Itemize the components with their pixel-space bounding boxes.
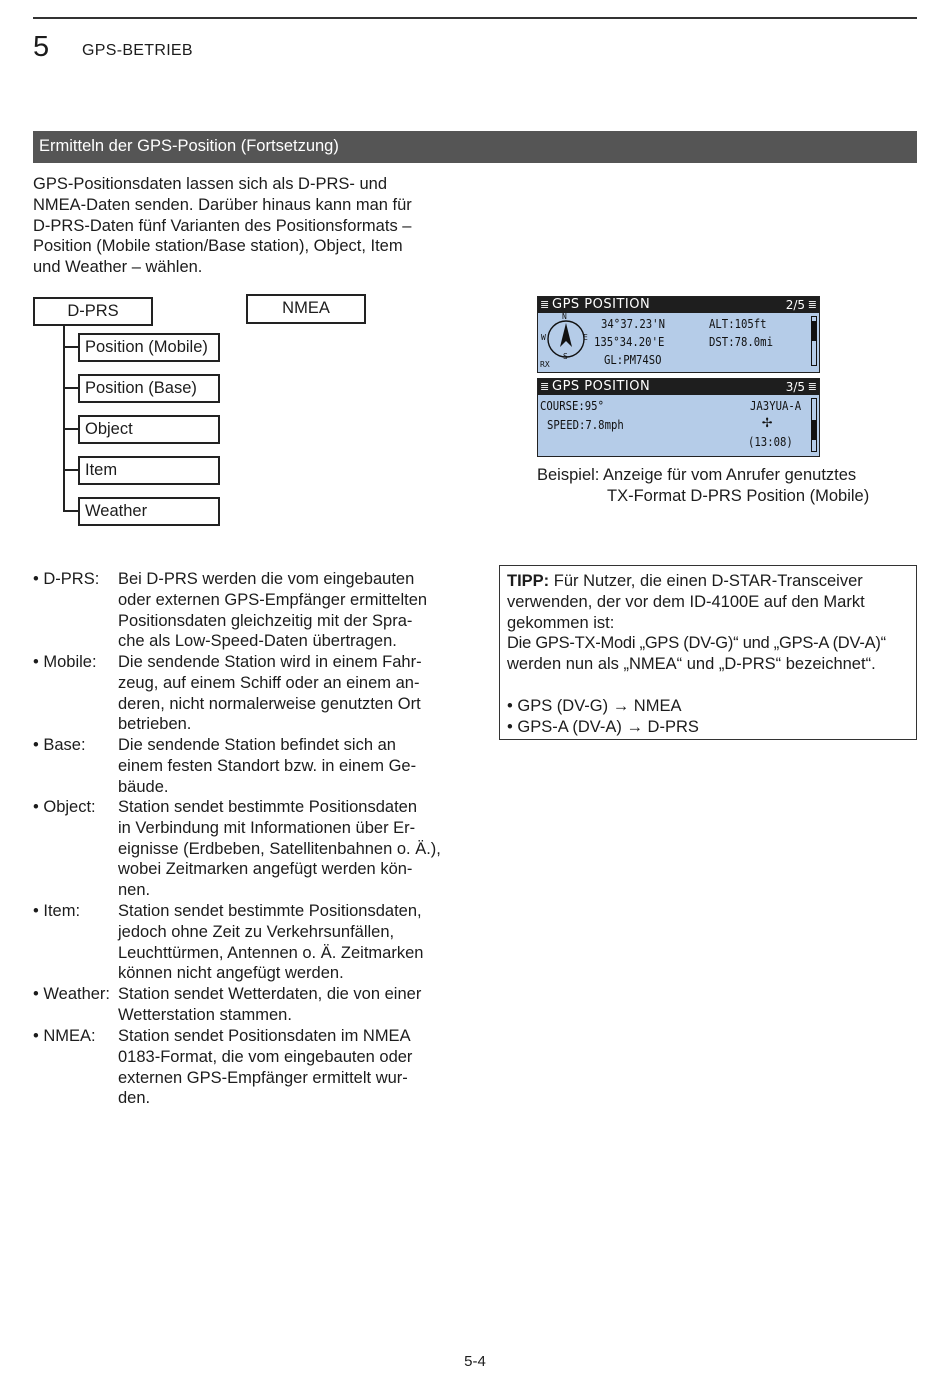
screen-page: 2/5 <box>785 298 805 312</box>
tree-item-item: Item <box>78 456 220 485</box>
bullet-desc <box>118 984 453 1026</box>
screen-title: GPS POSITION <box>552 297 651 312</box>
desc-line: externen GPS-Empfänger ermittelt wur- <box>118 1068 408 1087</box>
tip-line <box>507 571 909 592</box>
tip-item: • GPS-A (DV-A) → D-PRS <box>507 717 699 736</box>
desc-line: Leuchttürmen, Antennen o. Ä. Zeitmarken <box>118 943 424 962</box>
tip-line: gekommen ist: <box>507 613 615 632</box>
course: COURSE:95° <box>540 398 604 413</box>
gps-position-screen-3of5 <box>537 378 820 457</box>
intro-line: Position (Mobile station/Base station), Object, Item <box>33 237 403 256</box>
intro-line: GPS-Positionsdaten lassen sich als D-PRS- und <box>33 175 387 193</box>
desc-line: 0183-Format, die vom eingebauten oder <box>118 1047 413 1066</box>
intro-line: und Weather – wählen. <box>33 258 203 277</box>
callsign: JA3YUA-A <box>750 398 802 413</box>
menu-lines-icon: ≣ <box>807 380 817 393</box>
bullet-desc <box>118 797 453 901</box>
desc-line: können nicht angefügt werden. <box>118 964 344 983</box>
tip-line: Die GPS-TX-Modi „GPS (DV-G)“ und „GPS-A (DV-A)“ <box>507 634 886 653</box>
compass-n: N <box>562 312 567 321</box>
top-rule <box>33 17 917 19</box>
compass-w: W <box>541 333 546 342</box>
caption-line: TX-Format D-PRS Position (Mobile) <box>607 487 870 505</box>
tree-item-weather: Weather <box>78 497 220 526</box>
bullet-desc <box>118 1026 453 1109</box>
desc-line: in Verbindung mit Informationen über Er- <box>118 818 416 837</box>
tree-trunk-line <box>63 326 65 512</box>
latitude: 34°37.23'N <box>601 316 665 331</box>
bullet-term: • D-PRS: <box>33 570 100 588</box>
intro-line: D-PRS-Daten fünf Varianten des Positionsformats – <box>33 216 412 235</box>
longitude: 135°34.20'E <box>594 334 665 349</box>
tip-line: verwenden, der vor dem ID-4100E auf den Markt <box>507 592 865 611</box>
scrollbar <box>811 316 817 366</box>
tip-box <box>499 565 917 740</box>
speed: SPEED:7.8mph <box>547 417 624 432</box>
bullet-term: • Item: <box>33 902 81 920</box>
tip-text: Für Nutzer, die einen D-STAR-Transceiver <box>549 572 863 590</box>
distance: DST:78.0mi <box>709 334 773 349</box>
screen-page: 3/5 <box>785 380 805 394</box>
desc-line: oder externen GPS-Empfänger ermittelten <box>118 590 428 609</box>
screen-title: GPS POSITION <box>552 379 651 394</box>
desc-line: eignisse (Erdbeben, Satellitenbahnen o. Ä.), <box>118 839 441 858</box>
desc-line: jedoch ohne Zeit zu Verkehrsunfällen, <box>118 922 395 941</box>
bullet-desc <box>118 735 453 797</box>
desc-line: deren, nicht normalerweise genutzten Ort <box>118 694 421 713</box>
aprs-symbol-icon: ✢ <box>762 412 773 432</box>
section-title: Ermitteln der GPS-Position (Fortsetzung) <box>39 137 339 155</box>
timestamp: (13:08) <box>748 434 793 449</box>
screen-caption <box>537 465 869 507</box>
bullet-term: • NMEA: <box>33 1027 96 1045</box>
compass-s: S <box>563 352 568 361</box>
section-header-bar <box>33 131 917 163</box>
desc-line: Die sendende Station wird in einem Fahr- <box>118 653 422 671</box>
chapter-number: 5 <box>33 31 50 63</box>
menu-lines-icon: ≣ <box>540 380 550 393</box>
tip-spacer <box>507 675 909 696</box>
desc-line: Station sendet bestimmte Positionsdaten, <box>118 902 422 920</box>
bullet-desc <box>118 901 453 984</box>
screen-title-bar <box>538 379 819 395</box>
tree-root-dprs: D-PRS <box>33 297 153 326</box>
grid-locator: GL:PM74SO <box>604 352 662 367</box>
menu-lines-icon: ≣ <box>807 298 817 311</box>
desc-line: den. <box>118 1089 151 1108</box>
compass-icon <box>541 314 591 364</box>
scrollbar <box>811 398 817 452</box>
tip-label: TIPP: <box>507 572 550 590</box>
bullet-term: • Object: <box>33 798 96 816</box>
gps-position-screen-2of5 <box>537 296 820 373</box>
page-number: 5-4 <box>464 1353 486 1370</box>
desc-line: Station sendet bestimmte Positionsdaten <box>118 798 418 816</box>
caption-line: Beispiel: Anzeige für vom Anrufer genutztes <box>537 466 857 484</box>
desc-line: Positionsdaten gleichzeitig mit der Spra- <box>118 611 413 630</box>
bullet-term: • Base: <box>33 736 86 754</box>
intro-paragraph <box>33 174 453 278</box>
desc-line: wobei Zeitmarken angefügt werden kön- <box>118 860 413 879</box>
intro-line: NMEA-Daten senden. Darüber hinaus kann man für <box>33 195 412 214</box>
menu-lines-icon: ≣ <box>540 298 550 311</box>
desc-line: nen. <box>118 881 151 900</box>
bullet-term: • Weather: <box>33 985 111 1003</box>
desc-line: zeug, auf einem Schiff oder an einem an- <box>118 673 420 692</box>
bullet-desc <box>118 569 453 652</box>
tree-item-object: Object <box>78 415 220 444</box>
desc-line: Die sendende Station befindet sich an <box>118 736 396 754</box>
scrollbar-thumb <box>812 321 816 341</box>
desc-line: betrieben. <box>118 715 192 734</box>
tree-item-position-mobile: Position (Mobile) <box>78 333 220 362</box>
tree-item-position-base: Position (Base) <box>78 374 220 403</box>
desc-line: Bei D-PRS werden die vom eingebauten <box>118 570 415 588</box>
desc-line: Station sendet Positionsdaten im NMEA <box>118 1027 411 1045</box>
bullet-desc <box>118 652 453 735</box>
compass-e: E <box>583 333 588 342</box>
rx-indicator: RX <box>540 360 550 369</box>
chapter-title: GPS-BETRIEB <box>82 42 193 59</box>
bullet-term: • Mobile: <box>33 653 97 671</box>
nmea-box: NMEA <box>246 294 366 324</box>
tip-line: werden nun als „NMEA“ und „D-PRS“ bezeichnet“. <box>507 655 876 674</box>
tip-item: • GPS (DV-G) → NMEA <box>507 696 682 715</box>
desc-line: Wetterstation stammen. <box>118 1005 292 1024</box>
desc-line: einem festen Standort bzw. in einem Ge- <box>118 756 417 775</box>
desc-line: Station sendet Wetterdaten, die von einer <box>118 985 422 1003</box>
desc-line: bäude. <box>118 777 169 796</box>
screen-title-bar <box>538 297 819 313</box>
desc-line: che als Low-Speed-Daten übertragen. <box>118 632 397 651</box>
altitude: ALT:105ft <box>709 316 767 331</box>
scrollbar-thumb <box>812 420 816 440</box>
